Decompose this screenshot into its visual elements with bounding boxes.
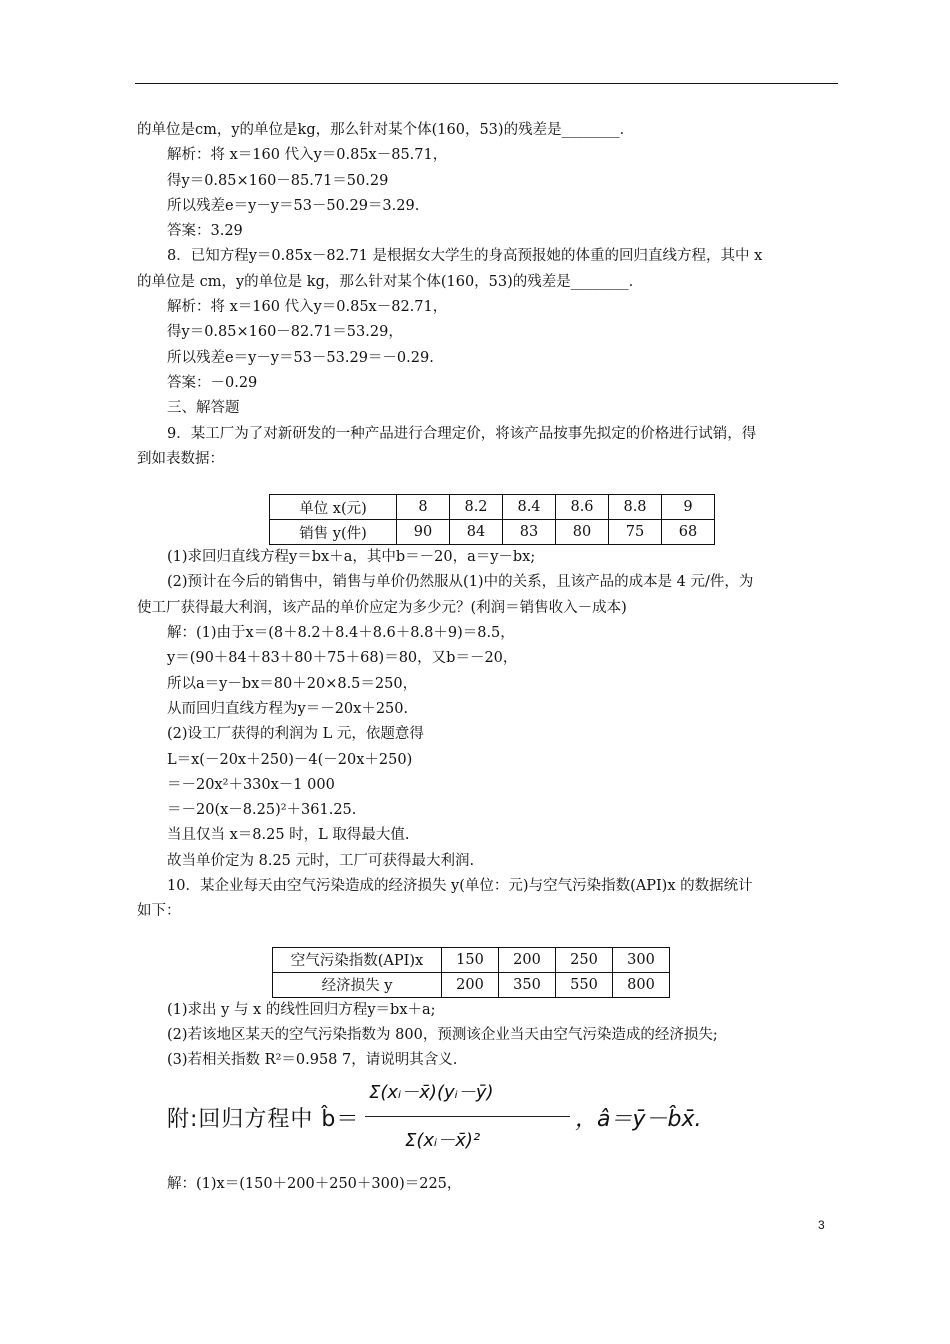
- table-cell: 9: [662, 495, 715, 520]
- text-line: 解：(1)由于x＝(8＋8.2＋8.4＋8.6＋8.8＋9)＝8.5，: [167, 625, 515, 642]
- table-cell: 8.8: [609, 495, 662, 520]
- table-cell: 300: [613, 947, 670, 972]
- text-line: (2)设工厂获得的利润为 L 元，依题意得: [167, 726, 424, 743]
- text-line: 的单位是 cm，y的单位是 kg，那么针对某个体(160，53)的残差是________．: [137, 273, 644, 290]
- text-line: 得y＝0.85×160－85.71＝50.29: [167, 172, 389, 189]
- table-row: [273, 947, 670, 972]
- table-cell: 200: [442, 972, 499, 997]
- table-cell: 83: [503, 520, 556, 545]
- table-cell: 8: [397, 495, 450, 520]
- text-line: 8．已知方程y＝0.85x－82.71 是根据女大学生的身高预报她的体重的回归直线方程，其中 x: [167, 248, 763, 265]
- text-line: (3)若相关指数 R²＝0.958 7，请说明其含义.: [167, 1052, 458, 1069]
- table-cell: 250: [556, 947, 613, 972]
- text-line: 所以a＝y－bx＝80＋20×8.5＝250，: [167, 675, 418, 692]
- table-cell: 350: [499, 972, 556, 997]
- text-line: 所以残差e＝y－y＝53－53.29＝－0.29.: [167, 349, 434, 366]
- text-line: 所以残差e＝y－y＝53－50.29＝3.29.: [167, 197, 420, 214]
- table-cell: 550: [556, 972, 613, 997]
- text-line: 答案：－0.29: [167, 374, 258, 391]
- text-line: 解析：将 x＝160 代入y＝0.85x－82.71，: [167, 299, 448, 316]
- text-block-a: [137, 118, 839, 472]
- formula-tail: ，â＝ȳ－b̂x̄.: [575, 1106, 702, 1132]
- document-body: [137, 118, 839, 1197]
- header-rule: [135, 83, 838, 84]
- table-cell: 800: [613, 972, 670, 997]
- regression-formula: [137, 1074, 839, 1172]
- table-cell: 80: [556, 520, 609, 545]
- table-cell: 75: [609, 520, 662, 545]
- table-row: [270, 495, 715, 520]
- text-line: 得y＝0.85×160－82.71＝53.29，: [167, 324, 403, 341]
- formula-numerator: Σ(xᵢ－x̄)(yᵢ－ȳ): [369, 1081, 494, 1103]
- text-line: (1)求回归直线方程y＝bx＋a，其中b＝－20，a＝y－bx;: [167, 549, 536, 566]
- text-line: y＝(90＋84＋83＋80＋75＋68)＝80，又b＝－20，: [167, 650, 518, 667]
- row-label: 单位 x(元): [270, 495, 397, 520]
- api-loss-table: [272, 947, 670, 998]
- text-line: L＝x(－20x＋250)－4(－20x＋250): [167, 751, 413, 768]
- formula-fraction-bar: [365, 1116, 570, 1117]
- text-block-d: [137, 1172, 839, 1197]
- text-line: (1)求出 y 与 x 的线性回归方程y＝bx＋a;: [167, 1001, 436, 1018]
- text-line: 故当单价定为 8.25 元时，工厂可获得最大利润.: [167, 852, 475, 869]
- text-line: 答案：3.29: [167, 223, 243, 240]
- text-line: 解析：将 x＝160 代入y＝0.85x－85.71，: [167, 147, 448, 164]
- text-line: ＝－20(x－8.25)²＋361.25.: [167, 802, 357, 819]
- text-line: 使工厂获得最大利润，该产品的单价应定为多少元？(利润＝销售收入－成本): [137, 599, 627, 616]
- table-cell: 84: [450, 520, 503, 545]
- table-row: [270, 520, 715, 545]
- text-line: (2)预计在今后的销售中，销售与单价仍然服从(1)中的关系，且该产品的成本是 4 元/件，为: [167, 574, 754, 591]
- table-cell: 200: [499, 947, 556, 972]
- text-block-c: [137, 998, 839, 1074]
- text-line: 当且仅当 x＝8.25 时，L 取得最大值.: [167, 827, 410, 844]
- text-line: 10．某企业每天由空气污染造成的经济损失 y(单位：元)与空气污染指数(API)x 的数据统计: [167, 878, 753, 895]
- table-cell: 8.6: [556, 495, 609, 520]
- text-line: 从而回归直线方程为y＝－20x＋250.: [167, 700, 409, 717]
- row-label: 经济损失 y: [273, 972, 442, 997]
- table-cell: 150: [442, 947, 499, 972]
- text-line: ＝－20x²＋330x－1 000: [167, 776, 335, 793]
- page-number: 3: [818, 1218, 825, 1232]
- table-cell: 8.4: [503, 495, 556, 520]
- table-row: [273, 972, 670, 997]
- price-sales-table: [269, 494, 715, 545]
- table-cell: 8.2: [450, 495, 503, 520]
- table-cell: 68: [662, 520, 715, 545]
- text-line: (2)若该地区某天的空气污染指数为 800，预测该企业当天由空气污染造成的经济损失;: [167, 1026, 718, 1043]
- row-label: 空气污染指数(API)x: [273, 947, 442, 972]
- text-line: 到如表数据：: [137, 450, 224, 467]
- formula-prefix: 附:回归方程中 b̂＝: [167, 1106, 360, 1132]
- text-line: 三、解答题: [167, 400, 240, 417]
- formula-denominator: Σ(xᵢ－x̄)²: [405, 1129, 481, 1151]
- text-line: 9．某工厂为了对新研发的一种产品进行合理定价，将该产品按事先拟定的价格进行试销，得: [167, 425, 757, 442]
- text-line: 的单位是cm，y的单位是kg，那么针对某个体(160，53)的残差是________．: [137, 122, 635, 138]
- text-line: 解：(1)x＝(150＋200＋250＋300)＝225，: [167, 1175, 462, 1192]
- text-line: 如下：: [137, 903, 181, 920]
- row-label: 销售 y(件): [270, 520, 397, 545]
- table-cell: 90: [397, 520, 450, 545]
- text-block-b: [137, 545, 839, 924]
